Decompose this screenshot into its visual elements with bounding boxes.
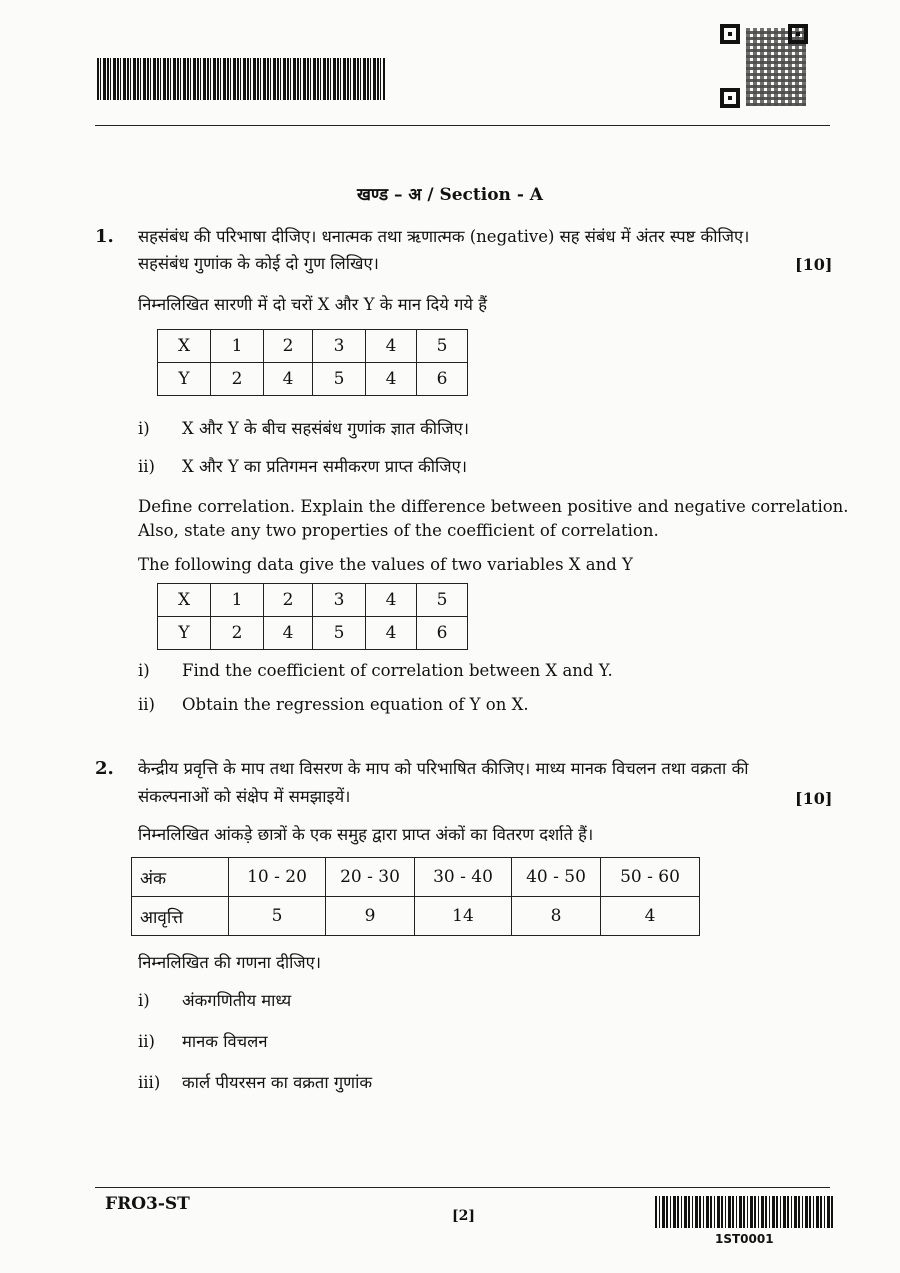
table-cell: 50 - 60 xyxy=(601,858,700,897)
table-cell: 1 xyxy=(211,330,264,363)
table-cell: 4 xyxy=(366,363,417,396)
table-cell: 2 xyxy=(211,617,264,650)
section-heading: खण्ड – अ / Section - A xyxy=(357,185,543,205)
q2-part-i-text: अंकगणितीय माध्य xyxy=(182,991,292,1010)
table-cell: 3 xyxy=(313,584,366,617)
table-cell: 4 xyxy=(366,330,417,363)
top-barcode xyxy=(97,58,385,100)
table-cell: 2 xyxy=(211,363,264,396)
q1-part-ii-text-en: Obtain the regression equation of Y on X. xyxy=(182,695,529,714)
table-cell: 30 - 40 xyxy=(415,858,512,897)
paper-code: FRO3-ST xyxy=(105,1194,190,1214)
table-cell: X xyxy=(158,330,211,363)
table-cell: Y xyxy=(158,363,211,396)
barcode-text: 1ST0001 xyxy=(715,1232,774,1246)
q1-part-i-text-hi: X और Y के बीच सहसंबंध गुणांक ज्ञात कीजिए। xyxy=(182,419,469,438)
table-cell: 6 xyxy=(417,363,468,396)
qr-code xyxy=(720,24,810,110)
q1-part-i-label-en: i) xyxy=(138,661,150,680)
table-cell: 4 xyxy=(601,897,700,936)
q2-calc-intro: निम्नलिखित की गणना दीजिए। xyxy=(138,953,322,972)
table-row xyxy=(132,897,700,936)
table-row xyxy=(158,617,468,650)
table-cell: 5 xyxy=(313,617,366,650)
q2-line2: संकल्पनाओं को संक्षेप में समझाइयें। xyxy=(138,787,351,806)
q2-part-i-label: i) xyxy=(138,991,150,1010)
table-cell: 4 xyxy=(264,617,313,650)
q1-part-i-label: i) xyxy=(138,419,150,438)
table-cell: 4 xyxy=(366,584,417,617)
q2-frequency-table xyxy=(131,857,700,936)
q1-table-intro-hi: निम्नलिखित सारणी में दो चरों X और Y के मान दिये गये हैं xyxy=(138,295,487,314)
table-row xyxy=(158,330,468,363)
table-row xyxy=(158,363,468,396)
table-cell: 10 - 20 xyxy=(229,858,326,897)
q2-marks: [10] xyxy=(795,789,833,808)
q1-part-ii-text-hi: X और Y का प्रतिगमन समीकरण प्राप्त कीजिए। xyxy=(182,457,467,476)
table-cell: 20 - 30 xyxy=(326,858,415,897)
header-rule xyxy=(95,125,830,126)
table-cell: 5 xyxy=(417,330,468,363)
table-cell: 14 xyxy=(415,897,512,936)
q2-table-intro: निम्नलिखित आंकड़े छात्रों के एक समुह द्वारा प्राप्त अंकों का वितरण दर्शाते हैं। xyxy=(138,825,594,844)
table-cell: Y xyxy=(158,617,211,650)
table-cell: 5 xyxy=(229,897,326,936)
q1-data-table-hi xyxy=(157,329,468,396)
q2-part-ii-text: मानक विचलन xyxy=(182,1032,268,1051)
q1-english-line2: Also, state any two properties of the coefficient of correlation. xyxy=(138,521,659,540)
table-cell: 2 xyxy=(264,584,313,617)
q2-line1: केन्द्रीय प्रवृत्ति के माप तथा विसरण के माप को परिभाषित कीजिए। माध्य मानक विचलन तथा वक्रता की xyxy=(138,759,749,778)
table-cell: 9 xyxy=(326,897,415,936)
table-cell: 3 xyxy=(313,330,366,363)
q1-table-intro-en: The following data give the values of two variables X and Y xyxy=(138,555,633,574)
page-number: [2] xyxy=(452,1208,475,1224)
q1-marks: [10] xyxy=(795,255,833,274)
q2-part-iii-label: iii) xyxy=(138,1073,161,1092)
q1-data-table-en xyxy=(157,583,468,650)
table-cell: 40 - 50 xyxy=(512,858,601,897)
table-cell: X xyxy=(158,584,211,617)
q1-part-ii-label-en: ii) xyxy=(138,695,155,714)
table-cell: अंक xyxy=(132,858,229,897)
bottom-barcode xyxy=(655,1196,835,1228)
table-cell: 5 xyxy=(313,363,366,396)
table-cell: आवृत्ति xyxy=(132,897,229,936)
table-cell: 1 xyxy=(211,584,264,617)
table-cell: 2 xyxy=(264,330,313,363)
q1-part-i-text-en: Find the coefficient of correlation between X and Y. xyxy=(182,661,613,680)
footer-rule xyxy=(95,1187,830,1188)
table-cell: 8 xyxy=(512,897,601,936)
table-cell: 5 xyxy=(417,584,468,617)
q1-line2: सहसंबंध गुणांक के कोई दो गुण लिखिए। xyxy=(138,254,379,273)
q1-part-ii-label: ii) xyxy=(138,457,155,476)
table-cell: 4 xyxy=(366,617,417,650)
table-cell: 6 xyxy=(417,617,468,650)
table-row xyxy=(132,858,700,897)
q1-line1: सहसंबंध की परिभाषा दीजिए। धनात्मक तथा ऋणात्मक (negative) सह संबंध में अंतर स्पष्ट कीजिए। xyxy=(138,227,750,246)
table-cell: 4 xyxy=(264,363,313,396)
q2-part-ii-label: ii) xyxy=(138,1032,155,1051)
question-1-number: 1. xyxy=(95,226,114,247)
q2-part-iii-text: कार्ल पीयरसन का वक्रता गुणांक xyxy=(182,1073,373,1092)
question-2-number: 2. xyxy=(95,758,114,779)
q1-english-line1: Define correlation. Explain the difference between positive and negative correlation. xyxy=(138,497,849,516)
table-row xyxy=(158,584,468,617)
